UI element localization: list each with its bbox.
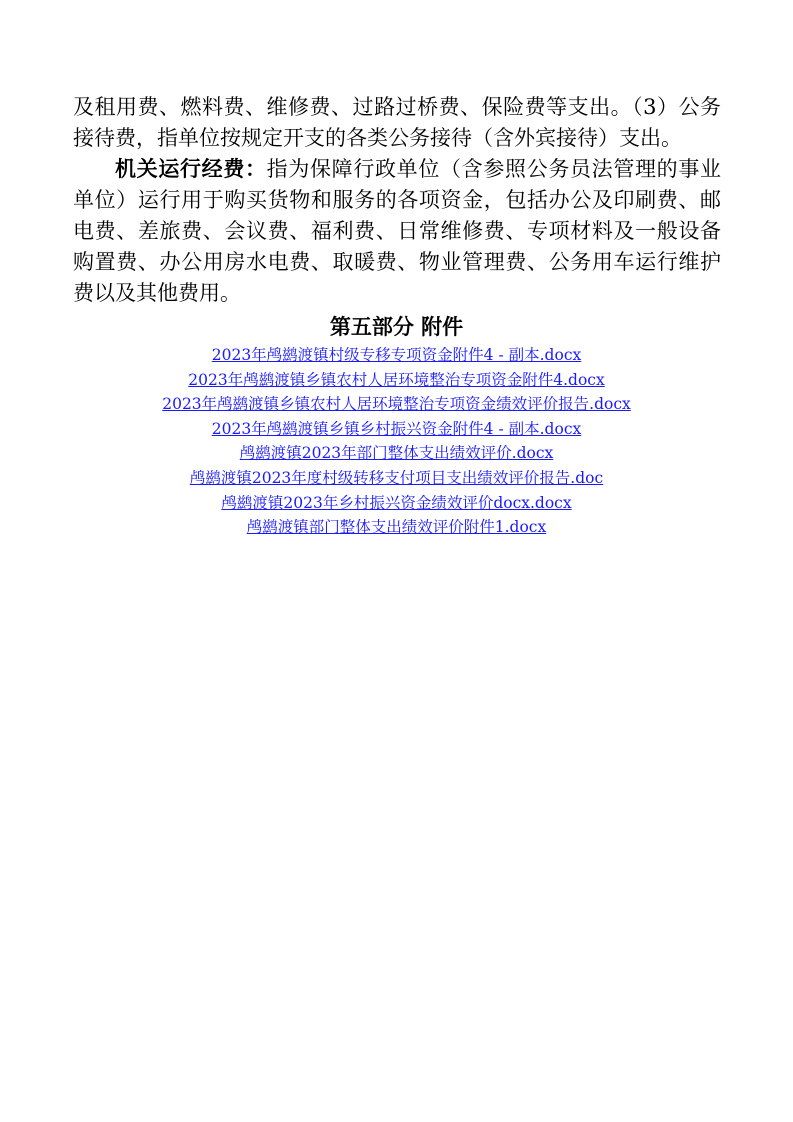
attachment-item xyxy=(0,368,793,393)
section-title: 第五部分 附件 xyxy=(329,315,464,339)
attachment-item xyxy=(0,392,793,417)
attachment-link[interactable]: 2023年鸬鹚渡镇乡镇乡村振兴资金附件4 - 副本.docx xyxy=(211,419,582,438)
attachment-item xyxy=(0,343,793,368)
attachment-link[interactable]: 2023年鸬鹚渡镇村级专移专项资金附件4 - 副本.docx xyxy=(211,346,582,364)
attachment-link[interactable]: 2023年鸬鹚渡镇乡镇农村人居环境整治专项资金附件4.docx xyxy=(188,370,605,389)
term-operating-expenses: 机关运行经费： xyxy=(115,157,267,181)
definition-operating-expenses: 指为保障行政单位（含参照公务员法管理的事业单位）运行用于购买货物和服务的各项资金，包括办公及印刷费、邮电费、差旅费、会议费、福利费、日常维修费、专项材料及一般设备购置费、办公用房水电费、取暖费、物业管理费、公务用车运行维护费以及其他费用。 xyxy=(73,157,722,305)
attachment-link[interactable]: 鸬鹚渡镇2023年部门整体支出绩效评价.docx xyxy=(239,444,554,463)
attachment-list xyxy=(0,343,793,540)
attachment-link[interactable]: 2023年鸬鹚渡镇乡镇农村人居环境整治专项资金绩效评价报告.docx xyxy=(162,395,631,414)
attachment-item xyxy=(0,466,793,491)
paragraph-operating-expenses xyxy=(73,154,721,309)
body-text xyxy=(73,92,721,309)
paragraph-vehicle-reception: 及租用费、燃料费、维修费、过路过桥费、保险费等支出。（3）公务接待费，指单位按规定开支的各类公务接待（含外宾接待）支出。 xyxy=(73,95,721,150)
attachment-item xyxy=(0,491,793,516)
attachment-link[interactable]: 鸬鹚渡镇部门整体支出绩效评价附件1.docx xyxy=(246,518,547,537)
attachment-item xyxy=(0,417,793,442)
attachment-item xyxy=(0,441,793,466)
attachment-link[interactable]: 鸬鹚渡镇2023年乡村振兴资金绩效评价docx.docx xyxy=(221,493,572,512)
attachment-link[interactable]: 鸬鹚渡镇2023年度村级转移支付项目支出绩效评价报告.doc xyxy=(189,468,604,487)
attachment-item xyxy=(0,515,793,540)
